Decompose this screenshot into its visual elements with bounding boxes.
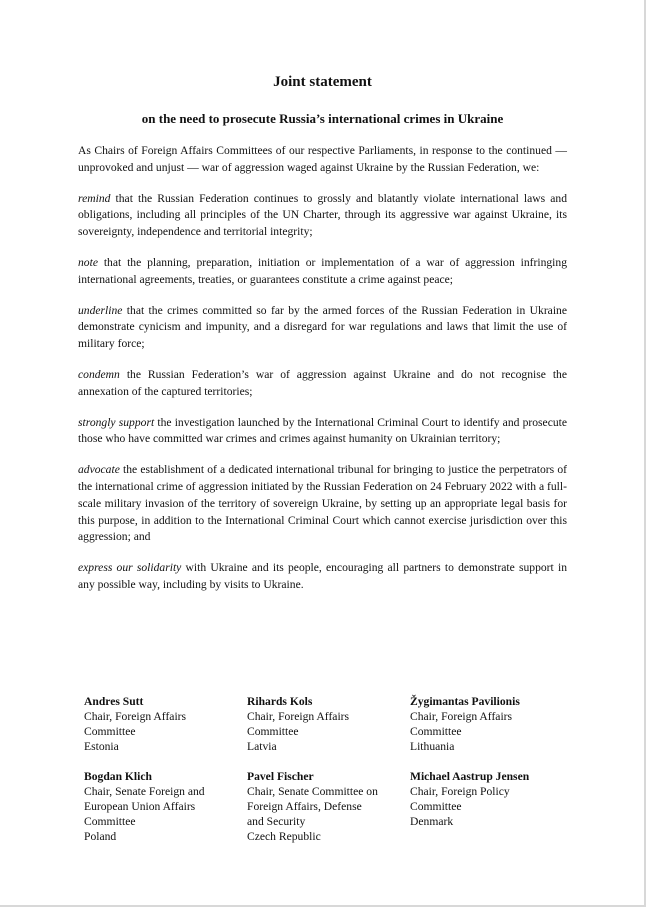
paragraph-note <box>78 255 567 289</box>
signatory-name: Žygimantas Pavilionis <box>410 695 520 708</box>
signatories-block <box>84 694 564 844</box>
paragraph-keyword: note <box>78 255 98 269</box>
signatory <box>84 769 247 844</box>
paragraph-keyword: express our solidarity <box>78 561 182 575</box>
signatory <box>410 769 564 844</box>
paragraph-express-solidarity <box>78 560 567 594</box>
signatory-role: Chair, Foreign Affairs Committee <box>410 710 513 738</box>
paragraph-text: the investigation launched by the International Criminal Court to identify and prosecute those who have committed war crimes and crimes against humanity on Ukrainian territory; <box>78 415 568 446</box>
document-body <box>78 72 567 594</box>
paragraph-underline <box>78 303 567 353</box>
signatory-role: Chair, Foreign Affairs Committee <box>247 710 350 738</box>
signatory <box>410 694 564 754</box>
signatory-country: Lithuania <box>410 740 455 753</box>
signatory-name: Pavel Fischer <box>247 770 314 783</box>
paragraph-advocate <box>78 462 567 546</box>
signatory-name: Michael Aastrup Jensen <box>410 770 530 783</box>
signatory-role: Chair, Foreign Policy Committee <box>410 785 510 813</box>
signatory <box>247 694 410 754</box>
signatory-name: Andres Sutt <box>84 695 144 708</box>
paragraph-text: with Ukraine and its people, encouraging all partners to demonstrate support in any possible way, including by visits to Ukraine. <box>78 561 567 591</box>
paragraph-text: that the planning, preparation, initiation or implementation of a war of aggression infringing international agreements, treaties, or guarantees constitute a crime against peace; <box>78 255 567 286</box>
signatory-country: Czech Republic <box>247 830 321 843</box>
paragraph-remind <box>78 191 567 241</box>
paragraph-keyword: strongly support <box>78 415 155 429</box>
paragraph-condemn <box>78 367 567 401</box>
paragraph-keyword: advocate <box>78 463 120 477</box>
paragraph-text: the Russian Federation’s war of aggression against Ukraine and do not recognise the annexation of the captured territories; <box>78 367 567 398</box>
signatory-role: Chair, Senate Foreign and European Union Affairs Committee <box>84 785 205 828</box>
signatory-role: Chair, Senate Committee on Foreign Affairs, Defense and Security <box>247 785 378 828</box>
signatory-country: Denmark <box>410 815 454 828</box>
paragraph-keyword: remind <box>78 191 111 205</box>
signatory <box>84 694 247 754</box>
signatory-name: Rihards Kols <box>247 695 313 708</box>
paragraph-strongly-support <box>78 415 567 449</box>
signatory-name: Bogdan Klich <box>84 770 152 783</box>
signatory <box>247 769 410 844</box>
paragraph-text: that the crimes committed so far by the armed forces of the Russian Federation in Ukraine demonstrate cynicism and impunity, and a disregard for war regulations and laws that limit the use of military force; <box>78 303 567 351</box>
document-title: Joint statement <box>273 74 372 90</box>
intro-paragraph: As Chairs of Foreign Affairs Committees of our respective Parliaments, in response to the continued — unprovoked and unjust — war of aggression waged against Ukraine by the Russian Federation, we: <box>78 144 567 174</box>
signatory-country: Estonia <box>84 740 119 753</box>
paragraph-text: the establishment of a dedicated international tribunal for bringing to justice the perpetrators of the international crime of aggression initiated by the Russian Federation on 24 February 2022 with a full-scale military invasion of the territory of sovereign Ukraine, by setting up an appropriate legal basis for this purpose, in addition to the International Criminal Court which cannot exercise jurisdiction over this aggression; and <box>78 463 567 544</box>
document-subtitle: on the need to prosecute Russia’s international crimes in Ukraine <box>141 111 504 126</box>
signatory-country: Poland <box>84 830 117 843</box>
signatory-role: Chair, Foreign Affairs Committee <box>84 710 187 738</box>
signatory-country: Latvia <box>247 740 277 753</box>
paragraph-keyword: condemn <box>78 367 120 381</box>
paragraph-text: that the Russian Federation continues to grossly and blatantly violate international laws and obligations, including all principles of the UN Charter, through its aggressive war against Ukraine, its sovereignty, independence and territorial integrity; <box>78 191 567 239</box>
paragraph-keyword: underline <box>78 303 123 317</box>
